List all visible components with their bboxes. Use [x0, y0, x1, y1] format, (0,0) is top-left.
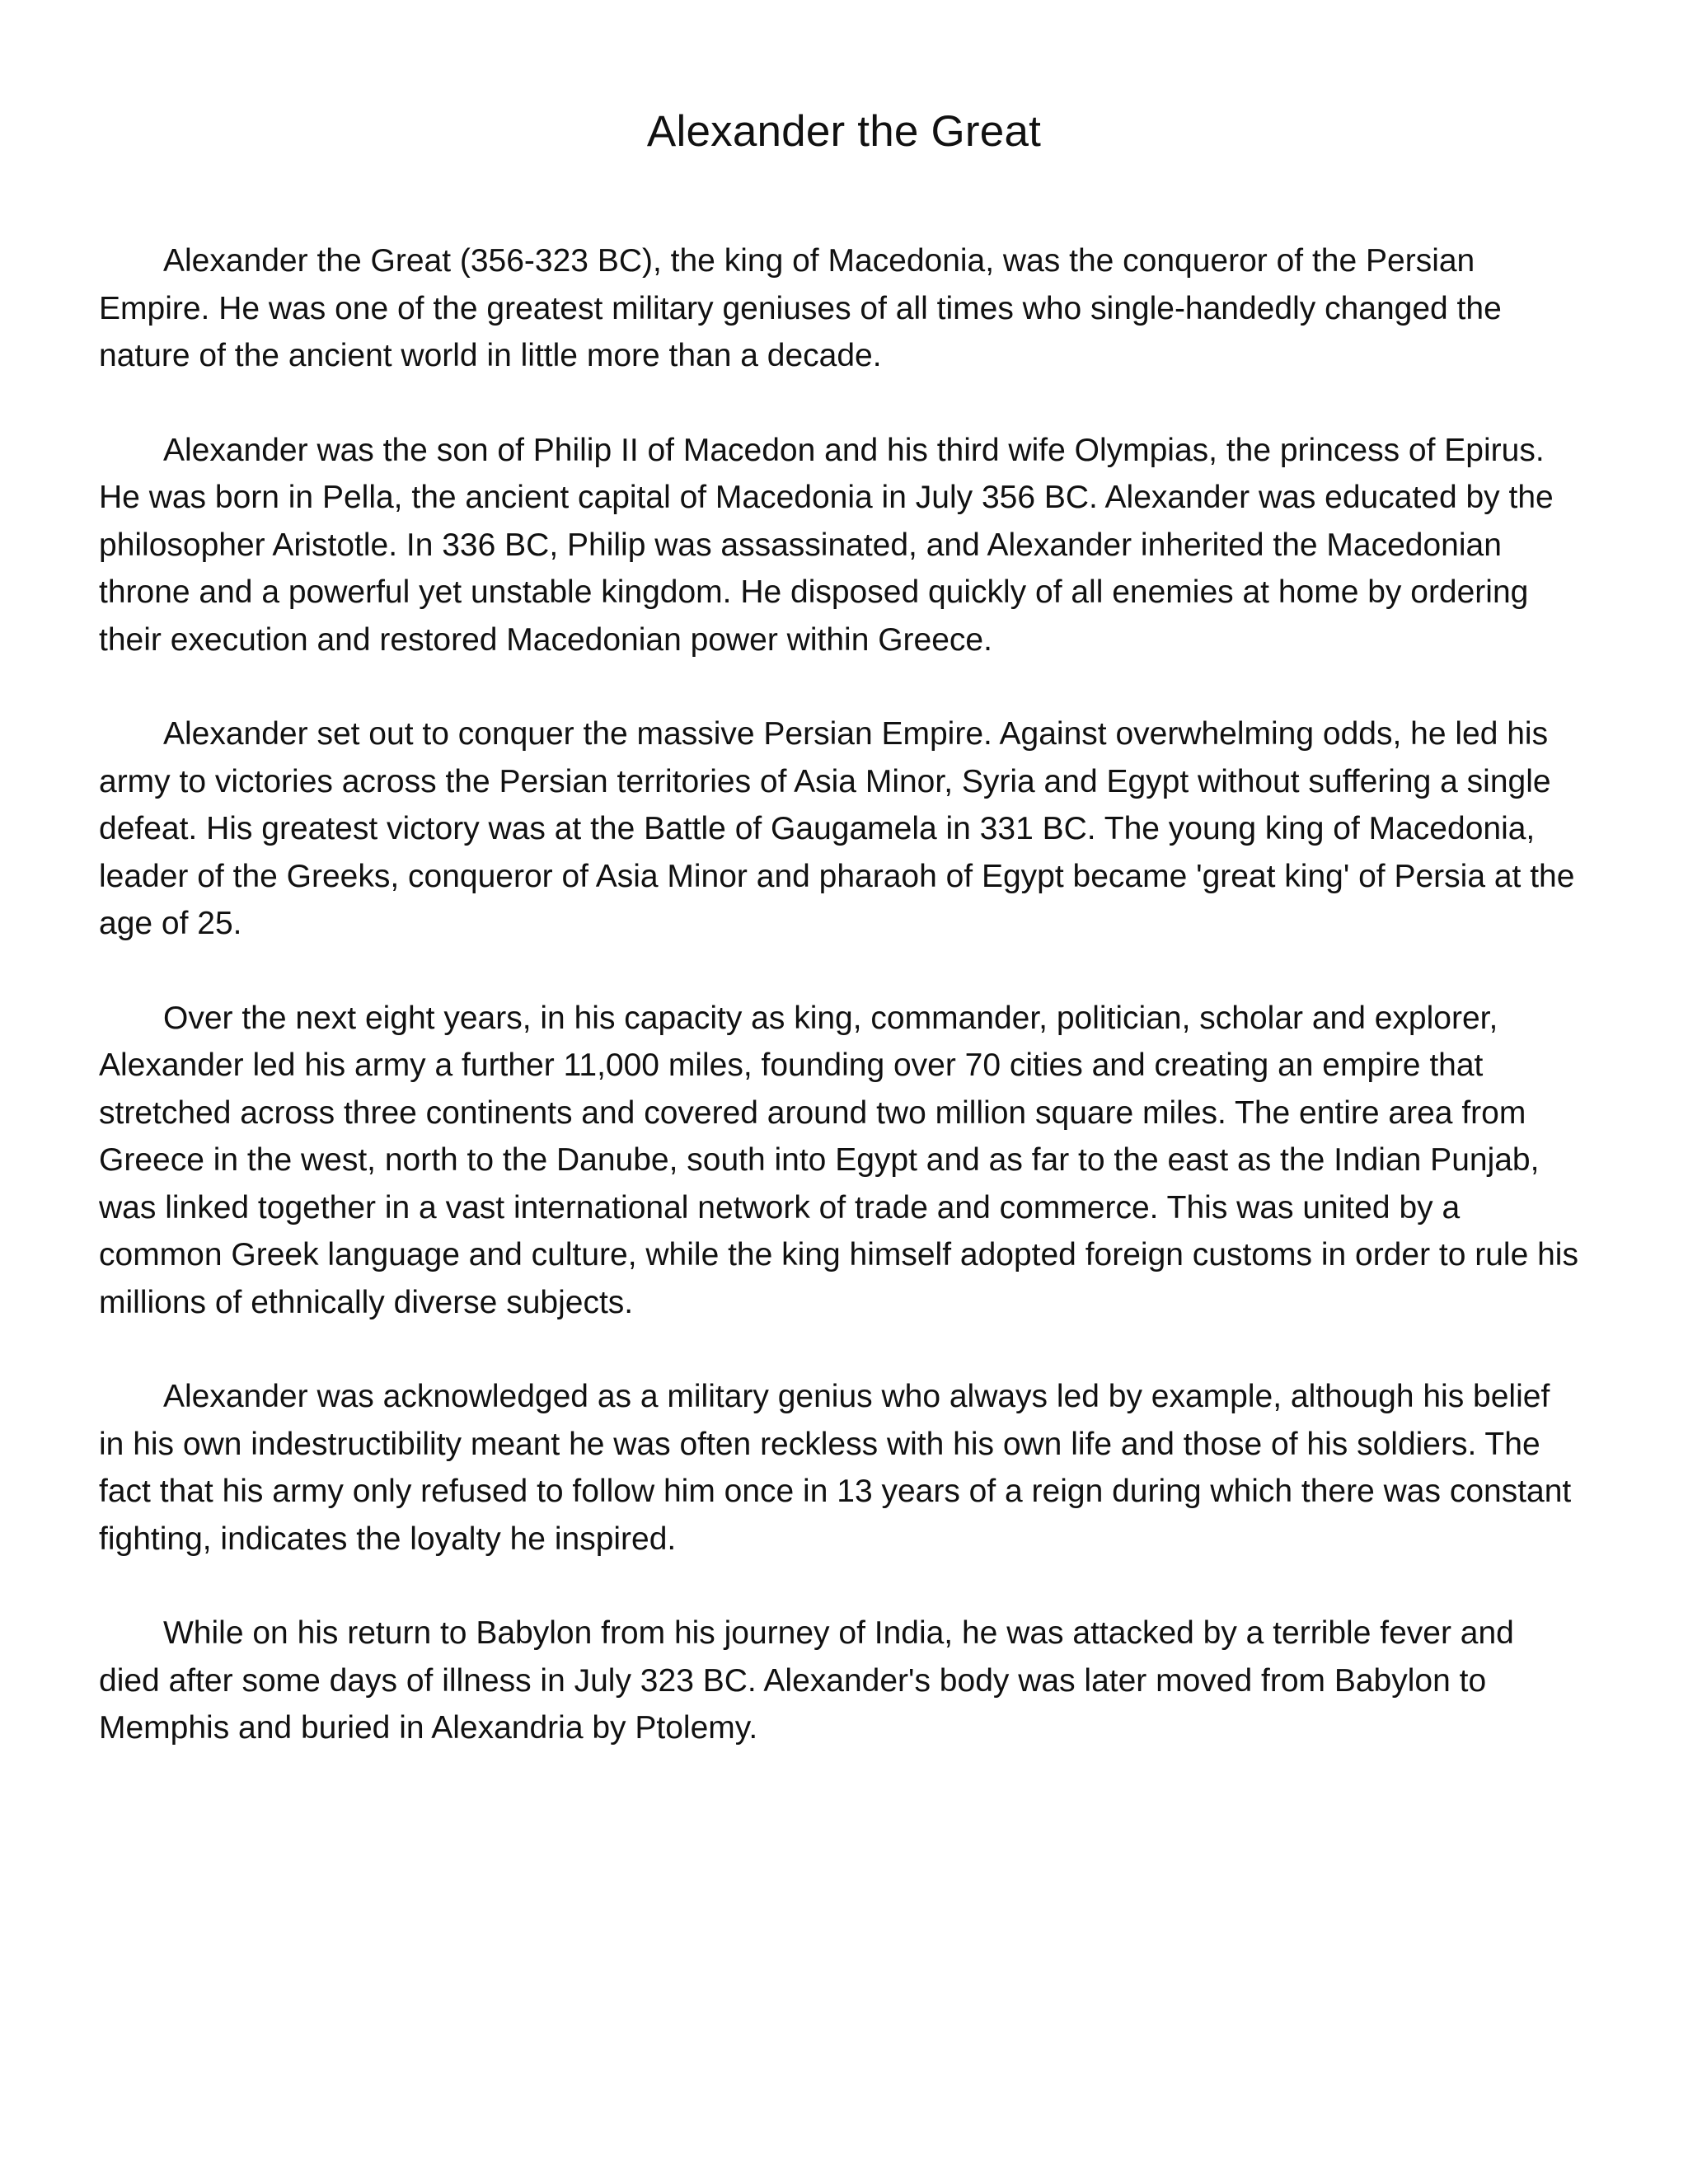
paragraph-empire: Over the next eight years, in his capacity as king, commander, politician, scholar and explorer, Alexander led his army a further 11,000 miles, founding over 70 cities and creating an empire that stretched across three continents and covered around two million square miles. The entire area from Greece in the west, north to the Danube, south into Egypt and as far to the east as the Indian Punjab, was linked together in a vast international network of trade and commerce. This was united by a common Greek language and culture, while the king himself adopted foreign customs in order to rule his millions of ethnically diverse subjects.: [99, 1000, 1578, 1320]
paragraph-military-genius: Alexander was acknowledged as a military genius who always led by example, although his belief in his own indestructibility meant he was often reckless with his own life and those of his soldiers. The fact that his army only refused to follow him once in 13 years of a reign during which there was constant fighting, indicates the loyalty he inspired.: [99, 1379, 1572, 1557]
paragraph-persian-conquest: Alexander set out to conquer the massive Persian Empire. Against overwhelming odds, he led his army to victories across the Persian territories of Asia Minor, Syria and Egypt without suffering a single defeat. His greatest victory was at the Battle of Gaugamela in 331 BC. The young king of Macedonia, leader of the Greeks, conqueror of Asia Minor and pharaoh of Egypt became 'great king' of Persia at the age of 25.: [99, 716, 1575, 941]
document-body: [99, 237, 1582, 1799]
paragraph-early-life: Alexander was the son of Philip II of Macedon and his third wife Olympias, the princess of Epirus. He was born in Pella, the ancient capital of Macedonia in July 356 BC. Alexander was educated by the philosopher Aristotle. In 336 BC, Philip was assassinated, and Alexander inherited the Macedonian throne and a powerful yet unstable kingdom. He disposed quickly of all enemies at home by ordering their execution and restored Macedonian power within Greece.: [99, 432, 1554, 658]
paragraph-intro: Alexander the Great (356-323 BC), the king of Macedonia, was the conqueror of the Persian Empire. He was one of the greatest military geniuses of all times who single-handedly changed the nature of the ancient world in little more than a decade.: [99, 243, 1502, 373]
document-title: Alexander the Great: [646, 107, 1042, 156]
paragraph-death: While on his return to Babylon from his journey of India, he was attacked by a terrible fever and died after some days of illness in July 323 BC. Alexander's body was later moved from Babylon to Memphis and buried in Alexandria by Ptolemy.: [99, 1615, 1514, 1746]
